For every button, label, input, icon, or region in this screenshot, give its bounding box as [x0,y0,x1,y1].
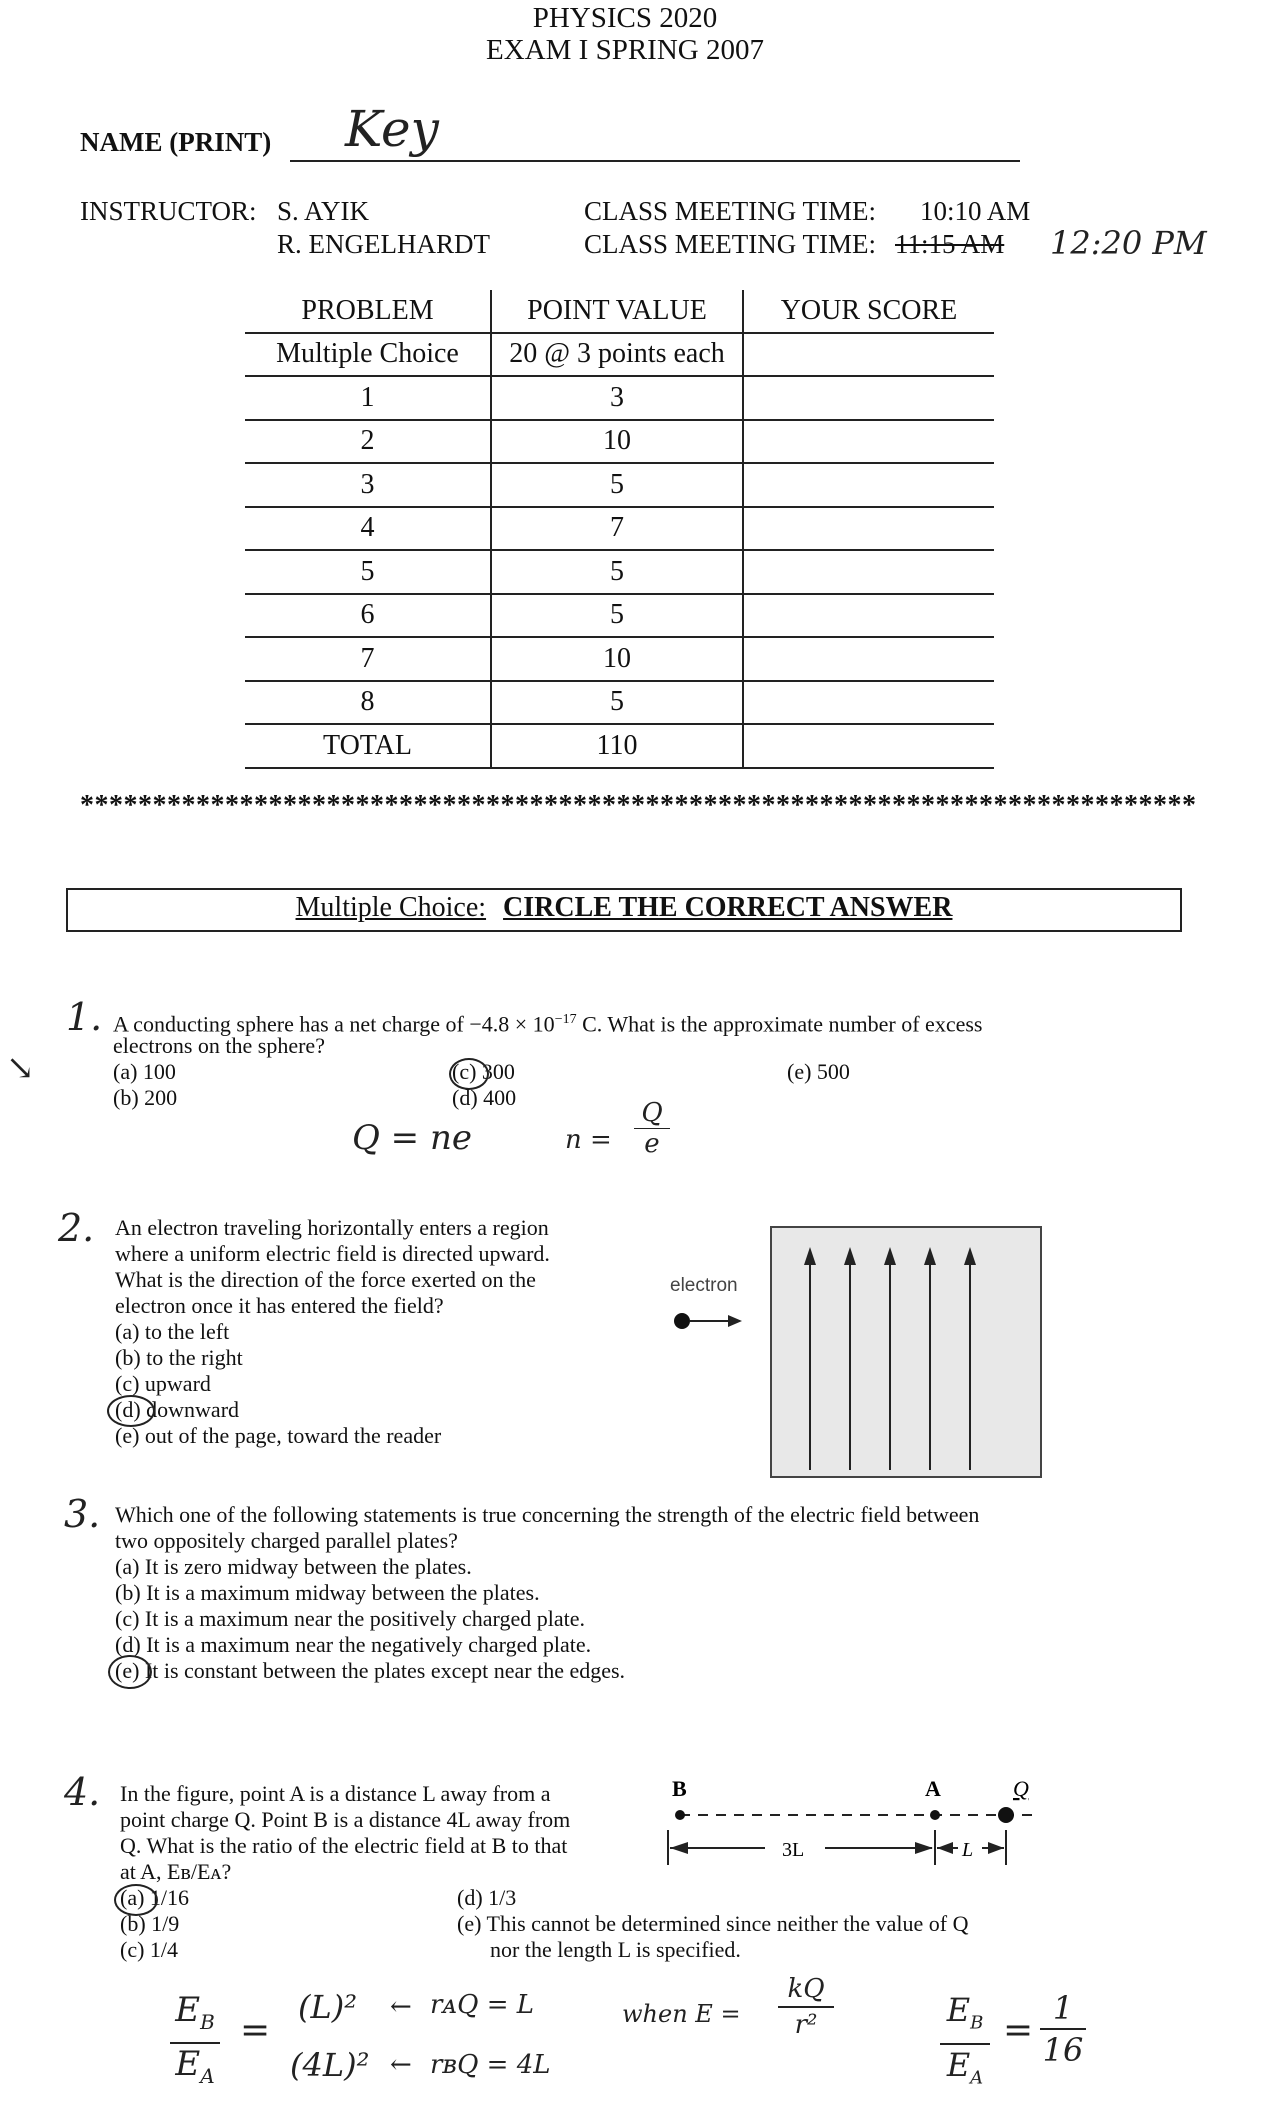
q1-choice-e[interactable]: (e) 500 [787,1059,850,1084]
instructor-1: S. AYIK [277,196,370,226]
arrowhead [937,1842,953,1854]
q4-choice-d[interactable]: (d) 1/3 [457,1885,517,1910]
charge-Q-label: Q [1013,1776,1029,1801]
q1-exponent: −17 [554,1012,577,1027]
problem-cell: Multiple Choice [245,333,491,377]
q2-line-1: An electron traveling horizontally enters a region [115,1215,549,1240]
check-mark: ↘ [6,1048,35,1088]
mc-banner-text [68,892,1180,924]
points-cell: 5 [491,463,743,507]
q4-work-ratio [940,1990,990,2099]
question-4-number: 4. [64,1770,101,1814]
q2-line-3: What is the direction of the force exerted on the [115,1267,536,1292]
score-cell[interactable] [743,463,994,507]
figure-electron-label: electron [670,1275,738,1296]
q1-choice-c[interactable]: (c) 300 [452,1059,515,1084]
q4-choice-a[interactable]: (a) 1/16 [120,1885,190,1910]
q1-text-b: C. What is the approximate number of excess [576,1011,983,1037]
question-1-number: 1. [66,995,103,1039]
instructor-label: INSTRUCTOR: [80,196,257,226]
q2-choice-b[interactable]: (b) to the right [115,1345,243,1370]
charge-distance-figure [660,1770,1060,1880]
fraction-denominator: r² [778,2006,834,2042]
separator: ***************************************************************************** [80,790,1197,821]
class-time-2-struck: 11:15 AM [895,229,1005,259]
question-2-number: 2. [58,1206,95,1250]
score-table [245,290,994,769]
fraction-denominator: $E_A$ [170,2042,220,2096]
fraction-denominator: e [634,1128,670,1159]
name-handwritten: Key [345,100,439,158]
q2-line-2: where a uniform electric field is directed upward. [115,1241,550,1266]
fraction-denominator: $E_A$ [940,2043,990,2098]
points-cell: 5 [491,594,743,638]
q4-line-1: In the figure, point A is a distance L away from a [120,1781,551,1806]
name-line [290,160,1020,162]
problem-cell: TOTAL [245,724,491,768]
problem-cell: 5 [245,550,491,594]
fraction-numerator: $E_B$ [946,1991,984,2034]
q2-choice-a[interactable]: (a) to the left [115,1319,230,1344]
score-cell[interactable] [743,507,994,551]
score-cell[interactable] [743,420,994,464]
charge-Q [998,1807,1014,1823]
table-row [245,550,994,594]
q4-work-eb-ea [170,1990,220,2096]
q1-work-1: Q = ne [352,1118,472,1158]
mc-prefix: Multiple Choice: [295,892,487,923]
q3-choice-b[interactable]: (b) It is a maximum midway between the plates. [115,1580,540,1605]
electron-dot [674,1313,690,1329]
table-row [245,681,994,725]
q4-work-raq: rᴀQ = L [430,1990,535,2020]
score-cell[interactable] [743,594,994,638]
header-problem: PROBLEM [245,290,491,333]
dim-3L-label: 3L [782,1839,805,1861]
q1-work-fraction [634,1098,670,1159]
electric-field-figure [670,1225,1050,1485]
q4-work-result [1040,1988,1086,2070]
table-row [245,463,994,507]
q4-choice-e-cont: nor the length L is specified. [457,1937,741,1962]
header-point-value: POINT VALUE [491,290,743,333]
q1-work-2: n = [565,1125,612,1155]
equals-sign: = [1003,2010,1034,2051]
class-time-label-2: CLASS MEETING TIME: [584,229,877,259]
fraction-denominator: 16 [1040,2028,1086,2070]
q1-text-a: A conducting sphere has a net charge of −4.8 × 10 [113,1011,555,1037]
problem-cell: 6 [245,594,491,638]
header-your-score: YOUR SCORE [743,290,994,333]
problem-cell: 7 [245,637,491,681]
answer-circle [108,1655,152,1689]
q4-work-when: when E = [622,2000,741,2028]
dim-L-label: L [962,1839,974,1861]
fraction-numerator: $E_B$ [175,1990,215,2034]
points-cell: 5 [491,681,743,725]
fraction-numerator: kQ [787,1974,825,2004]
problem-cell: 4 [245,507,491,551]
score-cell[interactable] [743,333,994,377]
table-row [245,507,994,551]
class-time-2-handwritten: 12:20 PM [1050,224,1207,262]
q4-work-numerator: (L)² [298,1988,358,2026]
class-time-label-1: CLASS MEETING TIME: [584,196,877,226]
score-cell[interactable] [743,637,994,681]
q4-choice-e[interactable]: (e) This cannot be determined since neither the value of Q [457,1911,969,1936]
table-row [245,333,994,377]
q1-choice-a[interactable]: (a) 100 [113,1059,176,1084]
q4-work-formula [778,1972,834,2042]
table-row-total [245,724,994,768]
q2-choice-c[interactable]: (c) upward [115,1371,211,1396]
score-cell[interactable] [743,550,994,594]
q4-line-2: point charge Q. Point B is a distance 4L away from [120,1807,571,1832]
score-cell[interactable] [743,376,994,420]
q4-work-denominator: (4L)² [290,2046,370,2084]
q3-choice-a[interactable]: (a) It is zero midway between the plates. [115,1554,472,1579]
q1-choice-d[interactable]: (d) 400 [452,1085,517,1110]
q3-choice-d[interactable]: (d) It is a maximum near the negatively charged plate. [115,1632,592,1657]
score-cell[interactable] [743,724,994,768]
equals-sign: = [240,2010,271,2051]
points-cell: 3 [491,376,743,420]
class-time-1: 10:10 AM [920,196,1031,226]
q3-choice-c[interactable]: (c) It is a maximum near the positively charged plate. [115,1606,585,1631]
problem-cell: 8 [245,681,491,725]
mc-banner [66,888,1182,932]
points-cell: 10 [491,637,743,681]
score-cell[interactable] [743,681,994,725]
problem-cell: 3 [245,463,491,507]
point-A-label: A [925,1776,941,1801]
point-B-label: B [672,1776,687,1801]
q2-choice-e[interactable]: (e) out of the page, toward the reader [115,1423,442,1448]
points-cell: 110 [491,724,743,768]
course-title: PHYSICS 2020 [532,2,718,34]
points-cell: 10 [491,420,743,464]
point-A [930,1810,940,1820]
question-1-text-2: electrons on the sphere? [113,1033,325,1058]
q1-choice-b[interactable]: (b) 200 [113,1085,178,1110]
q4-line-4: at A, Eʙ/Eᴀ? [120,1859,232,1884]
table-row [245,594,994,638]
name-label: NAME (PRINT) [80,127,272,157]
q3-choice-e[interactable]: (e) It is constant between the plates except near the edges. [115,1658,626,1683]
point-B [675,1810,685,1820]
electron-arrowhead [728,1315,742,1327]
arrowhead [670,1842,688,1854]
problem-cell: 2 [245,420,491,464]
question-3-number: 3. [64,1492,101,1536]
q2-choice-d[interactable]: (d) downward [115,1397,240,1422]
arrowhead [915,1842,933,1854]
table-row [245,420,994,464]
q3-line-1: Which one of the following statements is true concerning the strength of the electric field between [115,1502,980,1527]
mc-instruction: CIRCLE THE CORRECT ANSWER [503,892,953,923]
instructor-2: R. ENGELHARDT [277,229,490,259]
q4-choice-c[interactable]: (c) 1/4 [120,1937,179,1962]
table-row [245,376,994,420]
q4-line-3: Q. What is the ratio of the electric field at B to that [120,1833,568,1858]
q2-line-4: electron once it has entered the field? [115,1293,444,1318]
table-row [245,637,994,681]
points-cell: 7 [491,507,743,551]
q4-work-arrow-1: ← [390,1992,412,2022]
fraction-numerator: Q [641,1098,663,1128]
q4-choice-b[interactable]: (b) 1/9 [120,1911,180,1936]
problem-cell: 1 [245,376,491,420]
q4-work-rbq: rʙQ = 4L [430,2050,551,2080]
exam-title: EXAM I SPRING 2007 [486,34,764,66]
points-cell: 5 [491,550,743,594]
fraction-numerator: 1 [1052,1989,1074,2027]
arrowhead [988,1842,1004,1854]
q3-line-2: two oppositely charged parallel plates? [115,1528,458,1553]
q4-work-arrow-2: ← [390,2050,412,2080]
points-cell: 20 @ 3 points each [491,333,743,377]
score-table-header [245,290,994,333]
